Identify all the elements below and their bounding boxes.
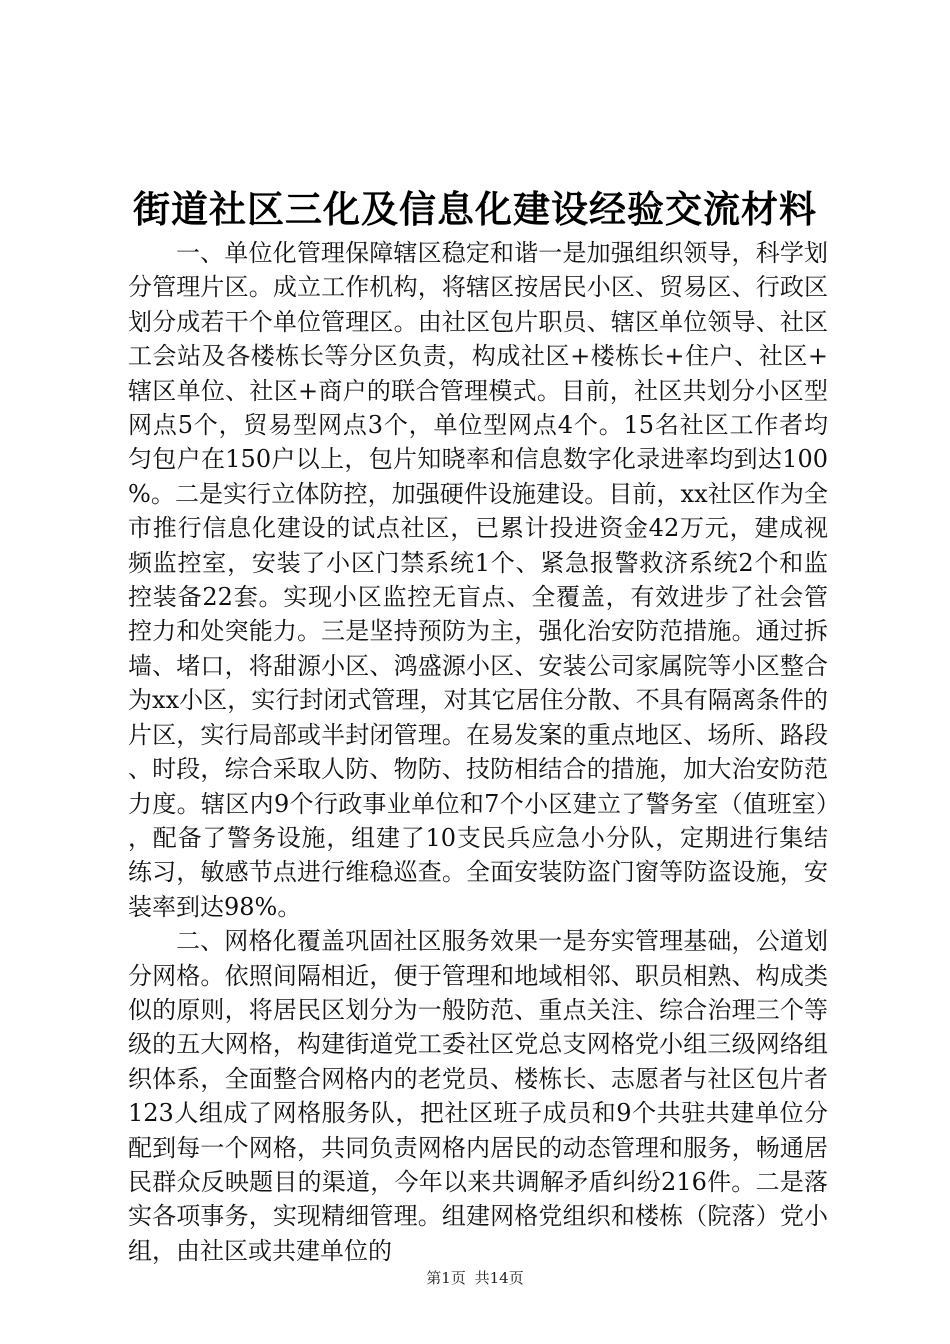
page-total: 共14页	[474, 1269, 524, 1287]
page-number: 第1页	[426, 1269, 466, 1287]
paragraph-section-two: 二、网格化覆盖巩固社区服务效果一是夯实管理基础，公道划分网格。依照间隔相近，便于管理和地域相邻、职员相熟、构成类似的原则，将居民区划分为一般防范、重点关注、综合治理三个等级的五大网格，构建街道党工委社区党总支网格党小组三级网络组织体系，全面整合网格内的老党员、楼栋长、志愿者与社区包片者123人组成了网格服务队，把社区班子成员和9个共驻共建单位分配到每一个网格，共同负责网格内居民的动态管理和服务，畅通居民群众反映题目的渠道，今年以来共调解矛盾纠纷216件。二是落实各项事务，实现精细管理。组建网格党组织和楼栋（院落）党小组，由社区或共建单位的	[128, 927, 828, 1265]
paragraph-section-one: 一、单位化管理保障辖区稳定和谐一是加强组织领导，科学划分管理片区。成立工作机构，将辖区按居民小区、贸易区、行政区划分成若干个单位管理区。由社区包片职员、辖区单位领导、社区工会站及各楼栋长等分区负责，构成社区+楼栋长+住户、社区+辖区单位、社区+商户的联合管理模式。目前，社区共划分小区型网点5个，贸易型网点3个，单位型网点4个。15名社区工作者均匀包户在150户以上，包片知晓率和信息数字化录进率均到达100%。二是实行立体防控，加强硬件设施建设。目前，xx社区作为全市推行信息化建设的试点社区，已累计投进资金42万元，建成视频监控室，安装了小区门禁系统1个、紧急报警救济系统2个和监控装备22套。实现小区监控无盲点、全覆盖，有效进步了社会管控力和处突能力。三是坚持预防为主，强化治安防范措施。通过拆墙、堵口，将甜源小区、鸿盛源小区、安装公司家属院等小区整合为xx小区，实行封闭式管理，对其它居住分散、不具有隔离条件的片区，实行局部或半封闭管理。在易发案的重点地区、场所、路段、时段，综合采取人防、物防、技防相结合的措施，加大治安防范力度。辖区内9个行政事业单位和7个小区建立了警务室（值班室），配备了警务设施，组建了10支民兵应急小分队，定期进行集结练习，敏感节点进行维稳巡查。全面安装防盗门窗等防盗设施，安装率到达98%。	[128, 239, 828, 921]
page-footer	[0, 1268, 950, 1288]
document-title: 街道社区三化及信息化建设经验交流材料	[133, 188, 817, 231]
document-body	[128, 236, 828, 1268]
